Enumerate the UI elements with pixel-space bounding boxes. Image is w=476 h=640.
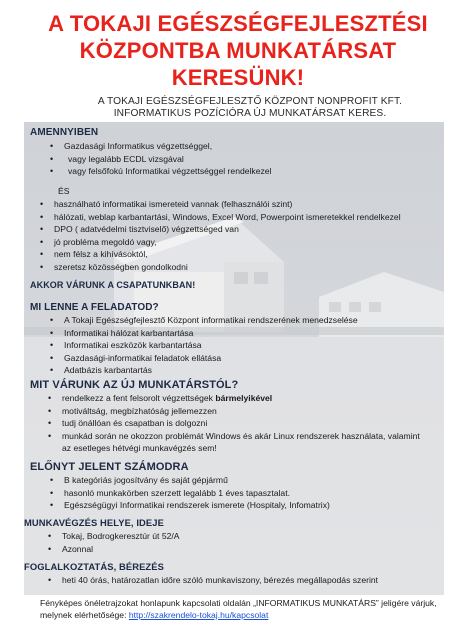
heading-foglalkoztatas: FOGLALKOZTATÁS, BÉREZÉS [24, 561, 164, 572]
list-item: • tudj önállóan és csapatban is dolgozni [48, 417, 428, 430]
list-item: • munkád során ne okozzon problémát Windows és akár Linux rendszerek használata, valamint az esetleges hétvégi munkavégzés sem! [48, 430, 428, 455]
contact-link[interactable]: http://szakrendelo-tokaj.hu/kapcsolat [128, 610, 269, 620]
list-item: • Egészségügyi Informatikai rendszerek ismerete (Hospitaly, Infomatrix) [50, 499, 330, 512]
list-item: • A Tokaji Egészségfejlesztő Központ informatikai rendszerének menedzselése [50, 314, 358, 327]
heading-feladat: MI LENNE A FELADATOD? [30, 302, 159, 313]
list-item: • hálózati, weblap karbantartási, Windows, Excel Word, Powerpoint ismeretekkel rendelkezel [40, 211, 401, 224]
list-item: • B kategóriás jogosítvány és saját gépjármű [50, 474, 330, 487]
list-eloeny [50, 474, 330, 512]
title-line-3: KERESÜNK! [171, 65, 305, 90]
title-line-2: KÖZPONTBA MUNKATÁRSAT [79, 38, 397, 63]
list-foglalkoztatas [48, 574, 378, 587]
list-item-emphasis: bármelyikével [215, 393, 273, 403]
list-item: • Informatikai hálózat karbantartása [50, 327, 358, 340]
list-item: • nem félsz a kihívásoktól, [40, 248, 401, 261]
list-es [40, 198, 401, 273]
list-item: • Azonnal [48, 543, 180, 556]
list-varunk [48, 392, 428, 455]
heading-hely: MUNKAVÉGZÉS HELYE, IDEJE [24, 517, 164, 528]
heading-varunk: MIT VÁRUNK AZ ÚJ MUNKATÁRSTÓL? [30, 379, 239, 391]
list-item: • Adatbázis karbantartás [50, 364, 358, 377]
list-item: • Gazdasági Informatikus végzettséggel, [50, 140, 272, 153]
list-item: • hasonló munkakörben szerzett legalább 1 éves tapasztalat. [50, 487, 330, 500]
heading-eloeny: ELŐNYT JELENT SZÁMODRA [30, 461, 189, 473]
list-item: • vagy legalább ECDL vizsgával [50, 153, 272, 166]
subtitle-line-1: A TOKAJI EGÉSZSÉGFEJLESZTŐ KÖZPONT NONPROFIT KFT. [97, 96, 403, 107]
list-item: • motiváltság, megbízhatóság jellemezzen [48, 405, 428, 418]
footer-text [40, 597, 450, 621]
list-item: • Gazdasági-informatikai feladatok ellátása [50, 352, 358, 365]
list-item: • jó probléma megoldó vagy, [40, 236, 401, 249]
list-item: • Informatikai eszközök karbantartása [50, 339, 358, 352]
subtitle-line-2: INFORMATIKUS POZÍCIÓRA ÚJ MUNKATÁRSAT KERES. [113, 108, 387, 119]
footer-body: Fényképes önéletrajzokat honlapunk kapcsolati oldalán „INFORMATIKUS MUNKATÁRS” jeligére várjuk, melynek elérhetősége: [40, 598, 437, 620]
list-item: • heti 40 órás, határozatlan időre szóló munkaviszony, bérezés megállapodás szerint [48, 574, 378, 587]
list-item-text: rendelkezz a fent felsorolt végzettségek [62, 393, 216, 403]
list-item: • Tokaj, Bodrogkeresztúr út 52/A [48, 530, 180, 543]
list-amennyiben [50, 140, 272, 178]
title-line-1: A TOKAJI EGÉSZSÉGFEJLESZTÉSI [48, 11, 428, 36]
heading-es: ÉS [58, 186, 70, 196]
list-item: • szeretsz közösségben gondolkodni [40, 261, 401, 274]
list-feladat [50, 314, 358, 377]
list-item [48, 392, 428, 405]
list-hely [48, 530, 180, 555]
heading-akkor: AKKOR VÁRUNK A CSAPATUNKBAN! [30, 280, 196, 290]
list-item: • vagy felsőfokú Informatikai végzettséggel rendelkezel [50, 165, 272, 178]
list-item: • használható informatikai ismereteid vannak (felhasználói szint) [40, 198, 401, 211]
list-item: • DPO ( adatvédelmi tisztviselő) végzettséged van [40, 223, 401, 236]
heading-amennyiben: AMENNYIBEN [30, 127, 99, 138]
